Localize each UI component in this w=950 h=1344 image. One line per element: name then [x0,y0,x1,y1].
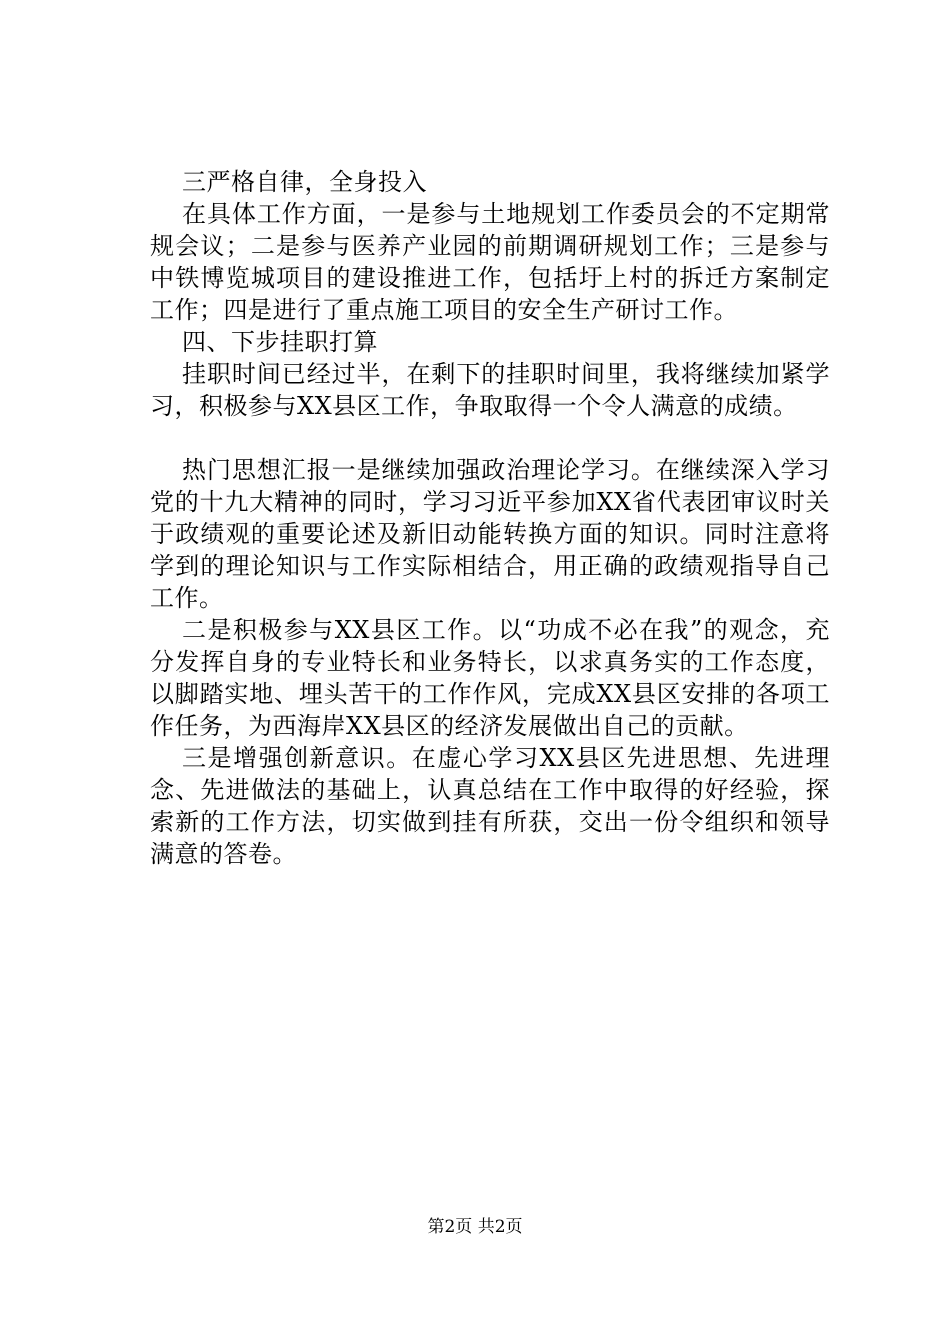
paragraph-gap [150,422,830,454]
section-heading-4: 四、下步挂职打算 [182,328,378,356]
document-body [150,166,830,870]
report-paragraph-1: 热门思想汇报一是继续加强政治理论学习。在继续深入学习党的十九大精神的同时，学习习近平参加XX省代表团审议时关于政绩观的重要论述及新旧动能转换方面的知识。同时注意将学到的理论知识与工作实际相结合，用正确的政绩观指导自己工作。 [150,456,830,612]
report-paragraph-3: 三是增强创新意识。在虚心学习XX县区先进思想、先进理念、先进做法的基础上，认真总结在工作中取得的好经验，探索新的工作方法，切实做到挂有所获，交出一份令组织和领导满意的答卷。 [150,744,830,868]
section-paragraph-4: 挂职时间已经过半，在剩下的挂职时间里，我将继续加紧学习，积极参与XX县区工作，争取取得一个令人满意的成绩。 [150,360,830,420]
section-heading-3: 三严格自律，全身投入 [182,168,427,196]
page-footer: 第2页 共2页 [427,1217,523,1237]
report-paragraph-2: 二是积极参与XX县区工作。以“功成不必在我”的观念，充分发挥自身的专业特长和业务特长，以求真务实的工作态度，以脚踏实地、埋头苦干的工作作风，完成XX县区安排的各项工作任务，为西海岸XX县区的经济发展做出自己的贡献。 [150,616,830,740]
section-paragraph-3: 在具体工作方面，一是参与土地规划工作委员会的不定期常规会议；二是参与医养产业园的前期调研规划工作；三是参与中铁博览城项目的建设推进工作，包括圩上村的拆迁方案制定工作；四是进行了重点施工项目的安全生产研讨工作。 [150,200,830,324]
